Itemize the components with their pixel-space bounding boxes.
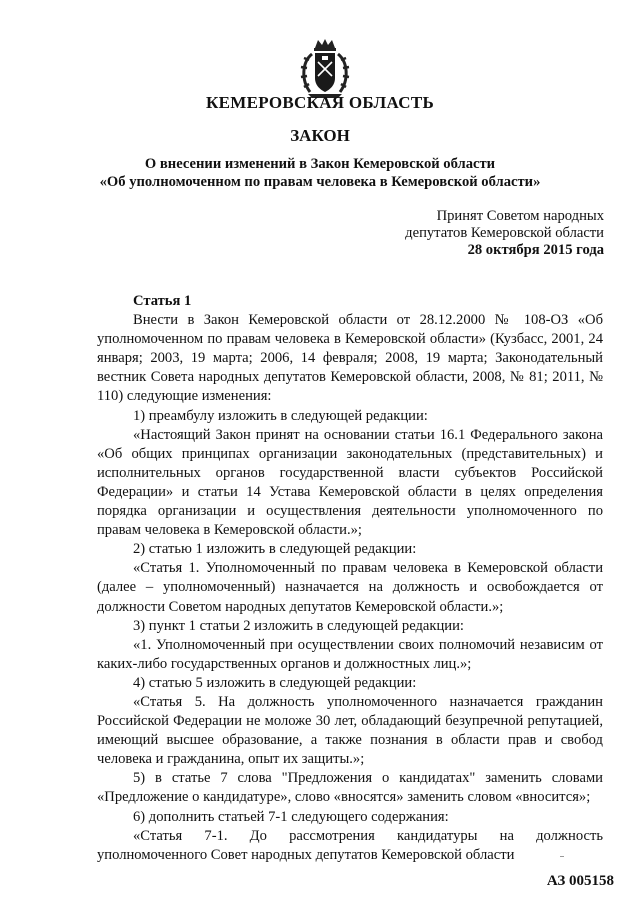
subtitle-line-2: «Об уполномоченном по правам человека в Кемеровской области» xyxy=(99,174,541,190)
paragraph: 6) дополнить статьей 7-1 следующего содержания: xyxy=(133,808,449,825)
article-heading: Статья 1 xyxy=(133,293,192,309)
paragraph: 4) статью 5 изложить в следующей редакции: xyxy=(133,674,417,691)
paragraph: «Настоящий Закон принят на основании статьи 16.1 Федерального закона «Об общих принципах организации законодательных (представительных) и исполнительных органов государственной власти субъектов Российской Федерации» и статьи 14 Устава Кемеровской области в целях определения порядка организации и осуществления деятельности уполномоченного по правам человека в Кемеровской области.»; xyxy=(97,426,603,539)
law-subtitle xyxy=(0,155,640,191)
paragraph: 1) преамбулу изложить в следующей редакции: xyxy=(133,407,428,424)
paragraph: «1. Уполномоченный при осуществлении своих полномочий независим от каких-либо государственных органов и должностных лиц.»; xyxy=(97,636,603,672)
subtitle-line-1: О внесении изменений в Закон Кемеровской области xyxy=(144,156,496,172)
coat-of-arms-icon xyxy=(298,38,352,100)
adoption-line-1: Принят Советом народных xyxy=(436,208,604,224)
serial-number: АЗ 005158 xyxy=(546,873,614,889)
adoption-date: 28 октября 2015 года xyxy=(467,242,604,258)
adoption-block xyxy=(405,208,604,259)
document-type: ЗАКОН xyxy=(290,126,350,145)
paragraph: Внести в Закон Кемеровской области от 28.12.2000 № 108-ОЗ «Об уполномоченном по правам человека в Кемеровской области» (Кузбасс, 2001, 24 января; 2003, 19 марта; 2006, 14 февраля; 2008, 19 марта; Законодательный вестник Совета народных депутатов Кемеровской области, 2008, № 81; 2011, № 110) следующие изменения: xyxy=(97,312,603,405)
adoption-line-2: депутатов Кемеровской области xyxy=(405,225,604,241)
paragraph: «Статья 5. На должность уполномоченного назначается гражданин Российской Федерации не моложе 30 лет, обладающий безупречной репутацией, имеющий высшее образование, а также познания в области прав и свобод человека и гражданина, опыт их защиты.»; xyxy=(97,693,603,768)
region-title: КЕМЕРОВСКАЯ ОБЛАСТЬ xyxy=(206,93,434,112)
article-body xyxy=(97,292,603,865)
divider-mark xyxy=(560,856,564,857)
paragraph: 5) в статье 7 слова "Предложения о кандидатах" заменить словами «Предложение о кандидатуре», слово «вносятся» заменить словом «вносится»; xyxy=(97,770,603,806)
paragraph: «Статья 7-1. До рассмотрения кандидатуры на должность уполномоченного Совет народных депутатов Кемеровской области xyxy=(97,827,603,863)
paragraph: 3) пункт 1 статьи 2 изложить в следующей редакции: xyxy=(133,617,464,634)
paragraph: 2) статью 1 изложить в следующей редакции: xyxy=(133,541,417,558)
paragraph: «Статья 1. Уполномоченный по правам человека в Кемеровской области (далее – уполномоченный) назначается на должность и освобождается от должности Советом народных депутатов Кемеровской области.»; xyxy=(97,560,603,615)
